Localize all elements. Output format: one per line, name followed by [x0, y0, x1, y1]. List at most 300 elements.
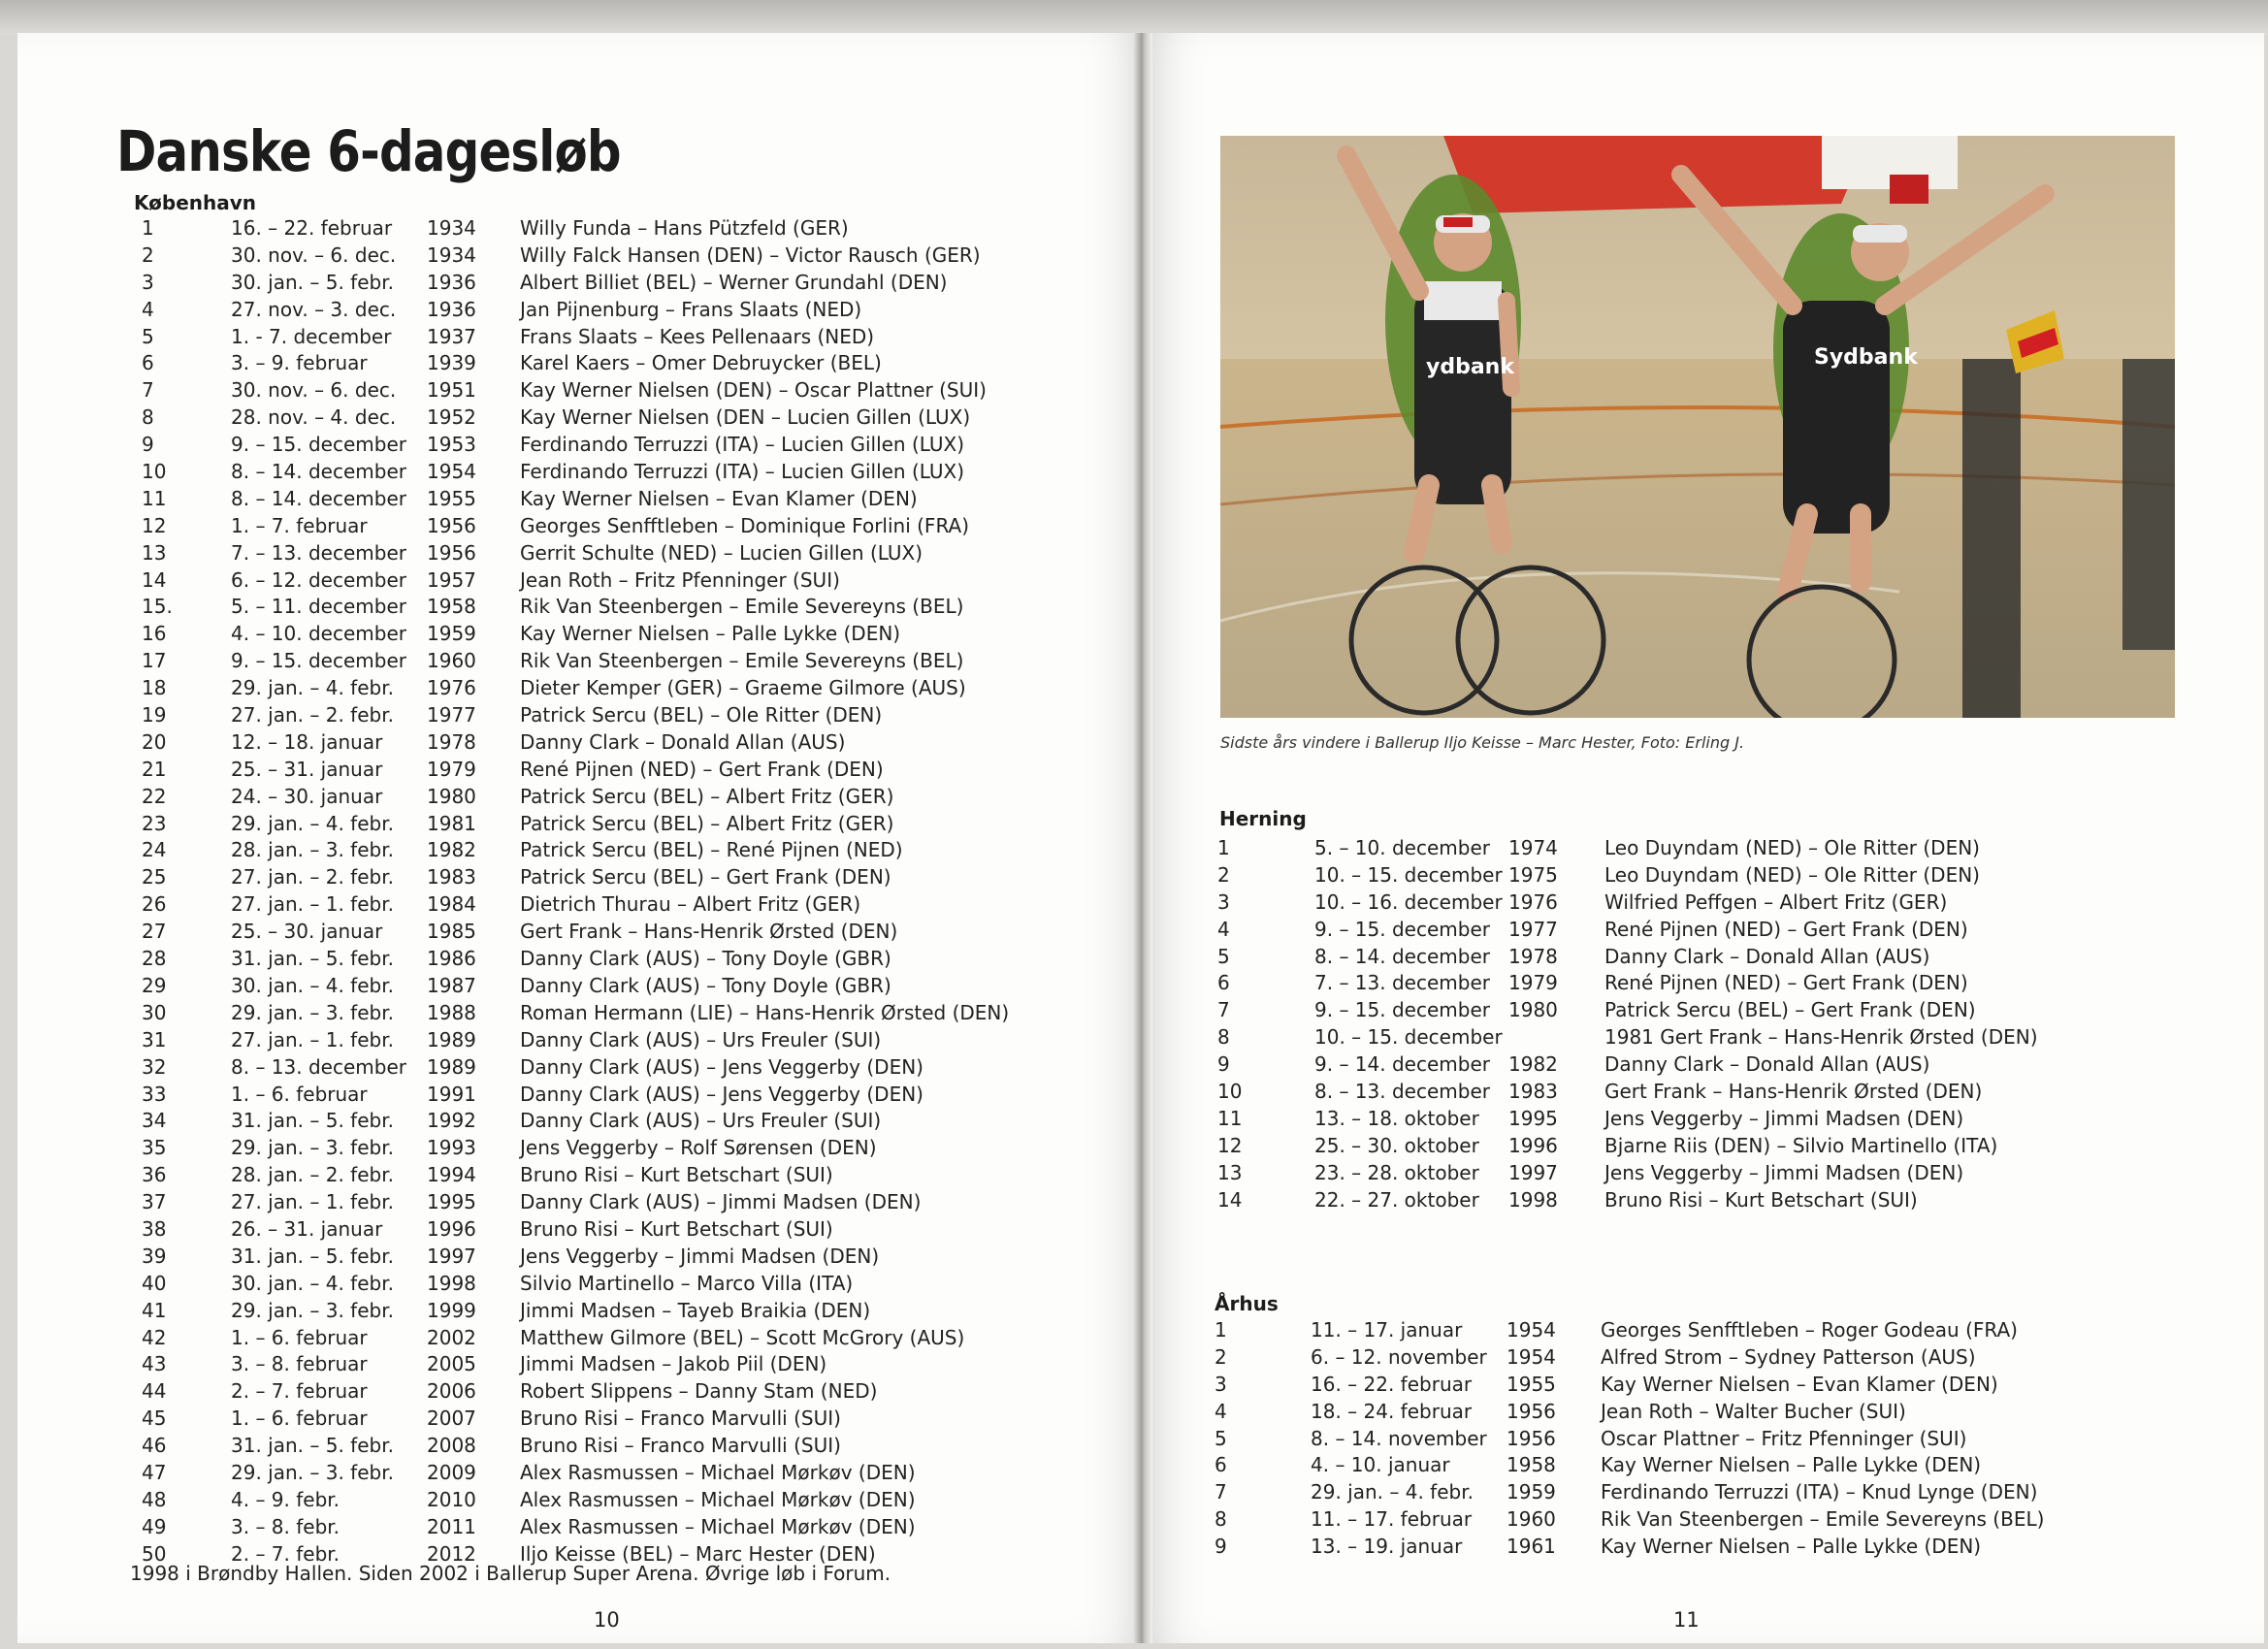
row-number: 4: [142, 297, 154, 321]
row-dates: 8. – 14. november: [1311, 1426, 1487, 1450]
row-number: 49: [142, 1514, 167, 1538]
row-dates: 31. jan. – 5. febr.: [231, 1109, 394, 1133]
row-number: 12: [1217, 1133, 1243, 1157]
row-number: 23: [142, 811, 167, 835]
row-year: 1956: [1507, 1426, 1556, 1450]
row-winners: Kay Werner Nielsen – Evan Klamer (DEN): [1601, 1372, 1998, 1396]
row-number: 25: [142, 865, 167, 889]
row-year: 1987: [427, 973, 476, 997]
row-dates: 31. jan. – 5. febr.: [231, 1244, 394, 1268]
row-year: 1998: [427, 1271, 476, 1295]
row-winners: Danny Clark – Donald Allan (AUS): [1604, 944, 1930, 968]
row-dates: 1. – 6. februar: [231, 1406, 368, 1431]
row-winners: Jens Veggerby – Jimmi Madsen (DEN): [520, 1244, 880, 1268]
row-dates: 29. jan. – 4. febr.: [231, 811, 394, 835]
row-number: 17: [142, 649, 167, 673]
row-dates: 31. jan. – 5. febr.: [231, 1434, 394, 1458]
row-year: 1992: [427, 1109, 476, 1133]
row-winners: Robert Slippens – Danny Stam (NED): [520, 1379, 878, 1404]
row-year: 2010: [427, 1487, 476, 1511]
row-number: 20: [142, 729, 167, 754]
row-year: 1982: [1508, 1052, 1558, 1077]
row-winners: Patrick Sercu (BEL) – Ole Ritter (DEN): [520, 703, 883, 728]
row-number: 10: [1217, 1080, 1243, 1104]
row-year: 1985: [427, 920, 476, 944]
row-year: 1960: [1507, 1507, 1556, 1532]
row-dates: 10. – 15. december: [1314, 862, 1503, 887]
row-number: 14: [1217, 1187, 1243, 1212]
row-winners: Jean Roth – Walter Bucher (SUI): [1601, 1399, 1906, 1423]
row-dates: 7. – 13. december: [231, 540, 406, 565]
row-dates: 1. – 6. februar: [231, 1082, 368, 1106]
section-heading-aarhus: Århus: [1215, 1292, 1279, 1315]
row-number: 12: [142, 513, 167, 537]
row-number: 22: [142, 784, 167, 808]
row-winners: Willy Falck Hansen (DEN) – Victor Rausch (GER): [520, 242, 981, 267]
row-year: 1939: [427, 351, 476, 375]
row-winners: Bruno Risi – Franco Marvulli (SUI): [520, 1434, 841, 1458]
row-dates: 1. – 6. februar: [231, 1325, 368, 1349]
row-dates: 16. – 22. februar: [231, 216, 393, 240]
row-winners: Albert Billiet (BEL) – Werner Grundahl (DEN): [520, 270, 948, 294]
row-year: 1991: [427, 1082, 476, 1106]
row-dates: 10. – 15. december: [1314, 1025, 1503, 1050]
row-number: 2: [142, 242, 154, 267]
row-year: 1954: [1507, 1344, 1556, 1369]
row-winners: Danny Clark (AUS) – Urs Freuler (SUI): [520, 1109, 882, 1133]
row-number: 9: [1217, 1052, 1230, 1077]
row-dates: 29. jan. – 4. febr.: [231, 676, 394, 700]
row-year: 1984: [427, 892, 476, 917]
row-dates: 13. – 19. januar: [1311, 1535, 1463, 1559]
row-year: 1954: [427, 460, 476, 484]
row-year: 1997: [427, 1244, 476, 1268]
row-year: 2005: [427, 1352, 476, 1376]
row-dates: 8. – 13. december: [231, 1054, 406, 1079]
row-number: 31: [142, 1027, 167, 1051]
page-number-left: 10: [594, 1608, 620, 1632]
row-year: 1952: [427, 405, 476, 430]
row-winners: Leo Duyndam (NED) – Ole Ritter (DEN): [1604, 836, 1980, 859]
row-year: 2006: [427, 1379, 476, 1404]
row-winners: Gert Frank – Hans-Henrik Ørsted (DEN): [520, 920, 898, 944]
row-number: 46: [142, 1434, 167, 1458]
row-year: 1993: [427, 1136, 476, 1160]
row-number: 8: [142, 405, 154, 430]
row-number: 2: [1215, 1344, 1227, 1369]
row-winners: Danny Clark (AUS) – Tony Doyle (GBR): [520, 947, 891, 971]
row-winners: Kay Werner Nielsen – Evan Klamer (DEN): [520, 486, 918, 510]
row-year: 1955: [427, 486, 476, 510]
row-number: 32: [142, 1054, 167, 1079]
row-winners: Bruno Risi – Kurt Betschart (SUI): [520, 1163, 833, 1187]
row-winners: Ferdinando Terruzzi (ITA) – Lucien Gillen (LUX): [520, 433, 965, 457]
svg-text:ydbank: ydbank: [1426, 355, 1514, 379]
section-heading-kobenhavn: København: [134, 191, 257, 214]
row-winners: Danny Clark (AUS) – Urs Freuler (SUI): [520, 1027, 882, 1051]
row-winners: Gert Frank – Hans-Henrik Ørsted (DEN): [1604, 1080, 1983, 1104]
row-number: 9: [142, 433, 154, 457]
row-number: 45: [142, 1406, 167, 1431]
row-dates: 25. – 30. januar: [231, 920, 383, 944]
photo-caption: Sidste års vindere i Ballerup Iljo Keisse – Marc Hester, Foto: Erling J.: [1220, 733, 1745, 752]
row-winners: Leo Duyndam (NED) – Ole Ritter (DEN): [1604, 862, 1980, 887]
row-dates: 30. jan. – 5. febr.: [231, 270, 394, 294]
row-number: 48: [142, 1487, 167, 1511]
row-year: 1975: [1508, 862, 1558, 887]
row-number: 38: [142, 1216, 167, 1241]
row-year: 1956: [427, 513, 476, 537]
row-dates: 9. – 14. december: [1314, 1052, 1490, 1077]
row-dates: 2. – 7. februar: [231, 1379, 368, 1404]
row-number: 1: [1215, 1318, 1227, 1342]
row-number: 29: [142, 973, 167, 997]
row-winners: Bruno Risi – Kurt Betschart (SUI): [1604, 1187, 1918, 1212]
row-winners: Roman Hermann (LIE) – Hans-Henrik Ørsted (DEN): [520, 1000, 1010, 1024]
row-dates: 27. jan. – 1. febr.: [231, 1190, 394, 1214]
row-winners: Karel Kaers – Omer Debruycker (BEL): [520, 351, 882, 375]
row-dates: 30. nov. – 6. dec.: [231, 242, 397, 267]
row-dates: 27. jan. – 2. febr.: [231, 865, 394, 889]
row-winners: Kay Werner Nielsen – Palle Lykke (DEN): [1601, 1453, 1982, 1477]
row-year: 1989: [427, 1027, 476, 1051]
row-winners: Kay Werner Nielsen – Palle Lykke (DEN): [520, 622, 901, 646]
row-dates: 18. – 24. februar: [1311, 1399, 1473, 1423]
footnote: 1998 i Brøndby Hallen. Siden 2002 i Ballerup Super Arena. Øvrige løb i Forum.: [130, 1562, 891, 1585]
row-dates: 8. – 14. december: [231, 486, 406, 510]
row-number: 30: [142, 1000, 167, 1024]
row-dates: 28. nov. – 4. dec.: [231, 405, 397, 430]
row-year: 1998: [1508, 1187, 1558, 1212]
row-year: 1977: [1508, 917, 1558, 941]
row-number: 28: [142, 947, 167, 971]
row-dates: 25. – 30. oktober: [1314, 1133, 1479, 1157]
row-winners: Kay Werner Nielsen – Palle Lykke (DEN): [1601, 1535, 1982, 1559]
row-year: 2008: [427, 1434, 476, 1458]
row-number: 5: [1215, 1426, 1227, 1450]
row-dates: 5. – 10. december: [1314, 836, 1490, 859]
row-winners: Bjarne Riis (DEN) – Silvio Martinello (ITA): [1604, 1133, 1998, 1157]
row-number: 4: [1215, 1399, 1227, 1423]
row-year: 1997: [1508, 1160, 1558, 1184]
row-dates: 13. – 18. oktober: [1314, 1106, 1479, 1130]
row-dates: 28. jan. – 2. febr.: [231, 1163, 394, 1187]
row-number: 27: [142, 920, 167, 944]
row-number: 33: [142, 1082, 167, 1106]
row-number: 8: [1217, 1025, 1230, 1050]
row-year: 1956: [1507, 1399, 1556, 1423]
row-winners: Patrick Sercu (BEL) – Gert Frank (DEN): [520, 865, 891, 889]
row-dates: 2. – 7. febr.: [231, 1541, 340, 1566]
row-winners: Ferdinando Terruzzi (ITA) – Knud Lynge (DEN): [1601, 1480, 2038, 1504]
row-year: 1996: [1508, 1133, 1558, 1157]
row-number: 40: [142, 1271, 167, 1295]
row-year: 2012: [427, 1541, 476, 1566]
row-year: 1999: [427, 1298, 476, 1322]
row-number: 34: [142, 1109, 167, 1133]
row-dates: 30. jan. – 4. febr.: [231, 973, 394, 997]
row-number: 44: [142, 1379, 167, 1404]
row-number: 26: [142, 892, 167, 917]
row-winners: Wilfried Peffgen – Albert Fritz (GER): [1604, 889, 1948, 914]
row-dates: 11. – 17. februar: [1311, 1507, 1473, 1532]
row-dates: 3. – 9. februar: [231, 351, 368, 375]
row-winners: Patrick Sercu (BEL) – Gert Frank (DEN): [1604, 998, 1976, 1022]
row-winners: Danny Clark (AUS) – Jimmi Madsen (DEN): [520, 1190, 922, 1214]
row-year: 1955: [1507, 1372, 1556, 1396]
row-winners: Bruno Risi – Franco Marvulli (SUI): [520, 1406, 841, 1431]
row-winners: Patrick Sercu (BEL) – Albert Fritz (GER): [520, 784, 894, 808]
row-number: 1: [1217, 836, 1230, 859]
row-number: 3: [142, 270, 154, 294]
row-dates: 6. – 12. november: [1311, 1344, 1487, 1369]
row-winners: Patrick Sercu (BEL) – Albert Fritz (GER): [520, 811, 894, 835]
row-year: 1979: [427, 757, 476, 781]
row-winners: Danny Clark (AUS) – Tony Doyle (GBR): [520, 973, 891, 997]
row-year: 1953: [427, 433, 476, 457]
row-number: 35: [142, 1136, 167, 1160]
row-number: 4: [1217, 917, 1230, 941]
row-year: 1996: [427, 1216, 476, 1241]
row-winners: Bruno Risi – Kurt Betschart (SUI): [520, 1216, 833, 1241]
row-winners: Jens Veggerby – Jimmi Madsen (DEN): [1604, 1106, 1964, 1130]
row-year: 1978: [427, 729, 476, 754]
row-winners: Frans Slaats – Kees Pellenaars (NED): [520, 324, 875, 348]
row-winners: René Pijnen (NED) – Gert Frank (DEN): [1604, 917, 1968, 941]
row-number: 3: [1217, 889, 1230, 914]
row-year: 1989: [427, 1054, 476, 1079]
row-winners: Danny Clark (AUS) – Jens Veggerby (DEN): [520, 1054, 923, 1079]
row-year: 1982: [427, 838, 476, 862]
row-winners: Rik Van Steenbergen – Emile Severeyns (BEL): [520, 595, 964, 619]
row-winners: Jean Roth – Fritz Pfenninger (SUI): [520, 567, 840, 592]
row-dates: 5. – 11. december: [231, 595, 406, 619]
row-year: 1994: [427, 1163, 476, 1187]
row-dates: 1. – 7. februar: [231, 513, 368, 537]
row-dates: 29. jan. – 4. febr.: [1311, 1480, 1474, 1504]
row-winners: Georges Senfftleben – Roger Godeau (FRA): [1601, 1318, 2018, 1342]
row-year: 2011: [427, 1514, 476, 1538]
row-year: 2007: [427, 1406, 476, 1431]
row-number: 7: [1215, 1480, 1227, 1504]
row-winners: René Pijnen (NED) – Gert Frank (DEN): [520, 757, 884, 781]
row-dates: 1. - 7. december: [231, 324, 392, 348]
row-number: 6: [1215, 1453, 1227, 1477]
row-year: 1976: [427, 676, 476, 700]
row-winners: Alex Rasmussen – Michael Mørkøv (DEN): [520, 1514, 916, 1538]
row-dates: 28. jan. – 3. febr.: [231, 838, 394, 862]
row-dates: 29. jan. – 3. febr.: [231, 1460, 394, 1484]
row-winners: Rik Van Steenbergen – Emile Severeyns (BEL): [520, 649, 964, 673]
row-winners: Patrick Sercu (BEL) – René Pijnen (NED): [520, 838, 903, 862]
row-dates: 10. – 16. december: [1314, 889, 1503, 914]
row-winners: Jens Veggerby – Jimmi Madsen (DEN): [1604, 1160, 1964, 1184]
row-number: 43: [142, 1352, 167, 1376]
row-winners: Dietrich Thurau – Albert Fritz (GER): [520, 892, 861, 917]
row-dates: 9. – 15. december: [231, 433, 406, 457]
row-number: 47: [142, 1460, 167, 1484]
row-dates: 4. – 9. febr.: [231, 1487, 340, 1511]
row-dates: 12. – 18. januar: [231, 729, 383, 754]
row-year: 1957: [427, 567, 476, 592]
row-dates: 30. jan. – 4. febr.: [231, 1271, 394, 1295]
row-dates: 16. – 22. februar: [1311, 1372, 1473, 1396]
row-number: 10: [142, 460, 167, 484]
row-winners: Jens Veggerby – Rolf Sørensen (DEN): [520, 1136, 877, 1160]
row-number: 19: [142, 703, 167, 728]
row-winners: René Pijnen (NED) – Gert Frank (DEN): [1604, 971, 1968, 995]
row-dates: 9. – 15. december: [1314, 998, 1490, 1022]
row-winners: Oscar Plattner – Fritz Pfenninger (SUI): [1601, 1426, 1967, 1450]
row-dates: 26. – 31. januar: [231, 1216, 383, 1241]
row-winners: Silvio Martinello – Marco Villa (ITA): [520, 1271, 854, 1295]
row-winners: Iljo Keisse (BEL) – Marc Hester (DEN): [520, 1541, 876, 1566]
page-title: Danske 6-dagesløb: [116, 118, 621, 184]
row-winners: Danny Clark (AUS) – Jens Veggerby (DEN): [520, 1082, 923, 1106]
row-number: 39: [142, 1244, 167, 1268]
row-number: 7: [1217, 998, 1230, 1022]
row-number: 3: [1215, 1372, 1227, 1396]
row-number: 1: [142, 216, 154, 240]
row-winners: Rik Van Steenbergen – Emile Severeyns (BEL): [1601, 1507, 2045, 1532]
row-year: 1980: [427, 784, 476, 808]
row-year: 1995: [427, 1190, 476, 1214]
row-year: 1960: [427, 649, 476, 673]
row-year: 1986: [427, 947, 476, 971]
row-dates: 8. – 14. december: [231, 460, 406, 484]
row-number: 14: [142, 567, 167, 592]
row-year: 1979: [1508, 971, 1558, 995]
row-number: 15.: [142, 595, 173, 619]
row-winners: Alex Rasmussen – Michael Mørkøv (DEN): [520, 1487, 916, 1511]
row-year: 1978: [1508, 944, 1558, 968]
row-dates: 24. – 30. januar: [231, 784, 383, 808]
row-number: 16: [142, 622, 167, 646]
row-winners: Alfred Strom – Sydney Patterson (AUS): [1601, 1344, 1976, 1369]
row-winners: Kay Werner Nielsen (DEN) – Oscar Plattner (SUI): [520, 378, 987, 403]
row-dates: 8. – 13. december: [1314, 1080, 1490, 1104]
row-number: 50: [142, 1541, 167, 1566]
row-year: 1983: [427, 865, 476, 889]
row-dates: 4. – 10. januar: [1311, 1453, 1450, 1477]
row-year: 1959: [1507, 1480, 1556, 1504]
row-dates: 4. – 10. december: [231, 622, 406, 646]
row-dates: 22. – 27. oktober: [1314, 1187, 1479, 1212]
row-year: 1961: [1507, 1535, 1556, 1559]
row-year: 2009: [427, 1460, 476, 1484]
row-number: 11: [142, 486, 167, 510]
row-winners: Danny Clark – Donald Allan (AUS): [1604, 1052, 1930, 1077]
row-winners: Danny Clark – Donald Allan (AUS): [520, 729, 846, 754]
row-number: 21: [142, 757, 167, 781]
row-year: 1956: [427, 540, 476, 565]
row-winners: Georges Senfftleben – Dominique Forlini (FRA): [520, 513, 970, 537]
row-winners: Willy Funda – Hans Pützfeld (GER): [520, 216, 849, 240]
row-winners: Alex Rasmussen – Michael Mørkøv (DEN): [520, 1460, 916, 1484]
row-dates: 9. – 15. december: [1314, 917, 1490, 941]
row-dates: 27. nov. – 3. dec.: [231, 297, 397, 321]
row-year: 1954: [1507, 1318, 1556, 1342]
row-number: 42: [142, 1325, 167, 1349]
row-year: 1958: [1507, 1453, 1556, 1477]
row-dates: 3. – 8. februar: [231, 1352, 368, 1376]
row-dates: 27. jan. – 1. febr.: [231, 1027, 394, 1051]
row-number: 36: [142, 1163, 167, 1187]
row-year: 1974: [1508, 836, 1558, 859]
row-dates: 7. – 13. december: [1314, 971, 1490, 995]
row-year: 2002: [427, 1325, 476, 1349]
scan-top-edge: [0, 0, 2268, 35]
row-number: 41: [142, 1298, 167, 1322]
row-number: 2: [1217, 862, 1230, 887]
row-winners: Jimmi Madsen – Jakob Piil (DEN): [520, 1352, 827, 1376]
row-year: 1951: [427, 378, 476, 403]
row-number: 13: [1217, 1160, 1243, 1184]
row-year: 1934: [427, 216, 476, 240]
row-dates: 29. jan. – 3. febr.: [231, 1000, 394, 1024]
row-number: 9: [1215, 1535, 1227, 1559]
svg-text:Sydbank: Sydbank: [1814, 345, 1918, 370]
row-year: 1936: [427, 297, 476, 321]
row-number: 37: [142, 1190, 167, 1214]
row-dates: 23. – 28. oktober: [1314, 1160, 1479, 1184]
row-number: 5: [142, 324, 154, 348]
row-number: 8: [1215, 1507, 1227, 1532]
row-year: 1981: [427, 811, 476, 835]
row-number: 5: [1217, 944, 1230, 968]
row-year: 1995: [1508, 1106, 1558, 1130]
row-dates: 31. jan. – 5. febr.: [231, 947, 394, 971]
row-year: 1937: [427, 324, 476, 348]
row-winners: Kay Werner Nielsen (DEN – Lucien Gillen (LUX): [520, 405, 971, 430]
row-year: 1959: [427, 622, 476, 646]
row-number: 7: [142, 378, 154, 403]
row-year: 1958: [427, 595, 476, 619]
row-dates: 29. jan. – 3. febr.: [231, 1298, 394, 1322]
row-dates: 6. – 12. december: [231, 567, 406, 592]
row-winners: Gerrit Schulte (NED) – Lucien Gillen (LUX): [520, 540, 923, 565]
row-number: 6: [1217, 971, 1230, 995]
winners-photo: [1220, 136, 2175, 718]
row-year: 1934: [427, 242, 476, 267]
row-dates: 29. jan. – 3. febr.: [231, 1136, 394, 1160]
row-dates: 3. – 8. febr.: [231, 1514, 340, 1538]
row-winners: 1981 Gert Frank – Hans-Henrik Ørsted (DEN): [1604, 1025, 2038, 1050]
book-spine: [1133, 33, 1152, 1643]
row-year: 1988: [427, 1000, 476, 1024]
row-number: 13: [142, 540, 167, 565]
row-year: 1977: [427, 703, 476, 728]
row-number: 18: [142, 676, 167, 700]
row-dates: 27. jan. – 2. febr.: [231, 703, 394, 728]
row-number: 11: [1217, 1106, 1243, 1130]
section-heading-herning: Herning: [1219, 807, 1307, 830]
row-dates: 9. – 15. december: [231, 649, 406, 673]
row-year: 1980: [1508, 998, 1558, 1022]
page-number-right: 11: [1673, 1608, 1700, 1632]
row-number: 24: [142, 838, 167, 862]
row-winners: Dieter Kemper (GER) – Graeme Gilmore (AUS): [520, 676, 966, 700]
row-dates: 8. – 14. december: [1314, 944, 1490, 968]
row-dates: 11. – 17. januar: [1311, 1318, 1463, 1342]
row-winners: Matthew Gilmore (BEL) – Scott McGrory (AUS): [520, 1325, 965, 1349]
row-year: 1983: [1508, 1080, 1558, 1104]
row-winners: Jimmi Madsen – Tayeb Braikia (DEN): [520, 1298, 871, 1322]
row-dates: 27. jan. – 1. febr.: [231, 892, 394, 917]
row-winners: Jan Pijnenburg – Frans Slaats (NED): [520, 297, 862, 321]
row-year: 1936: [427, 270, 476, 294]
row-dates: 25. – 31. januar: [231, 757, 383, 781]
